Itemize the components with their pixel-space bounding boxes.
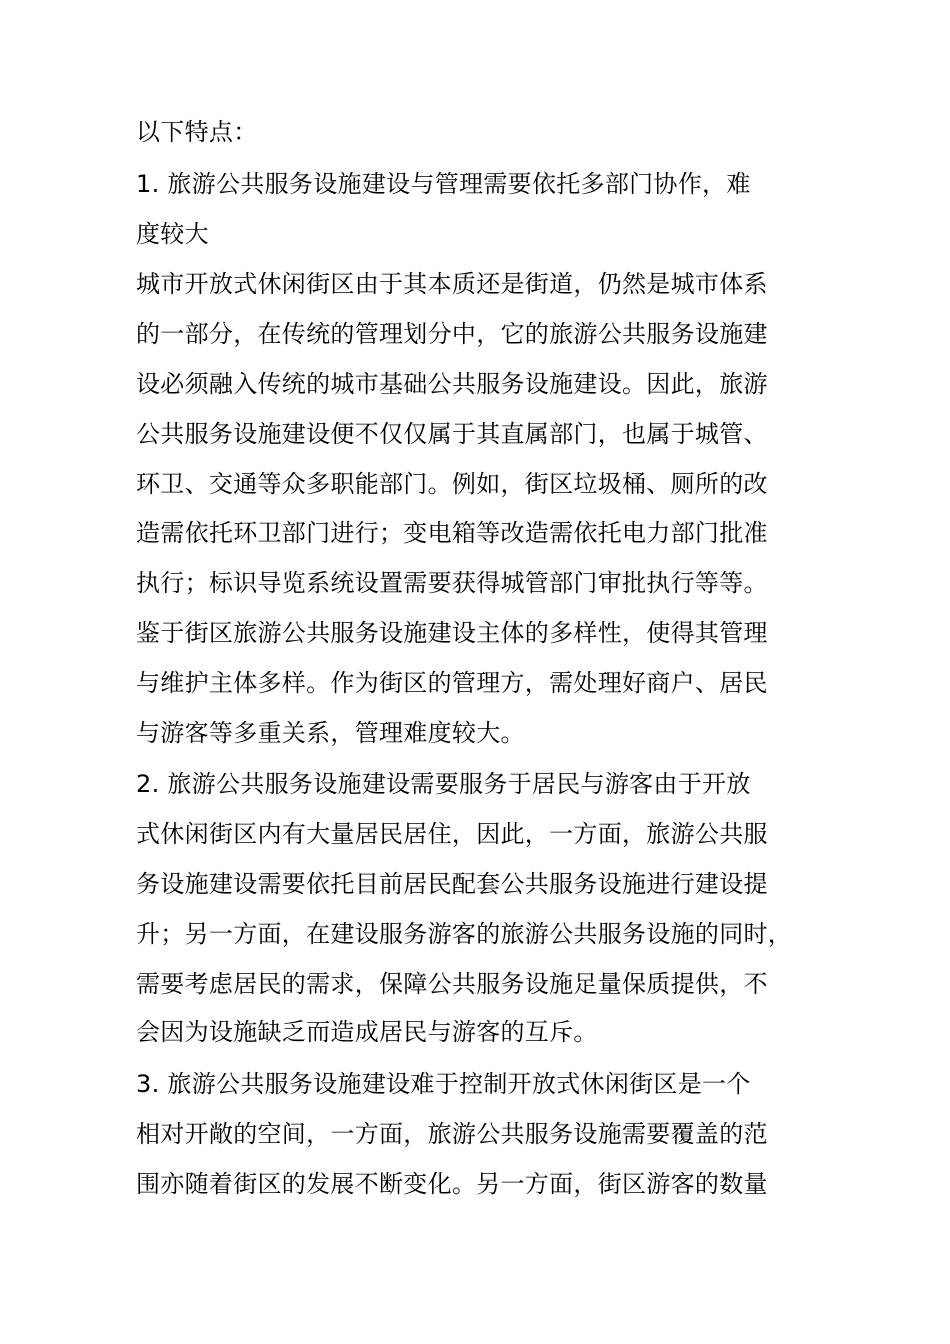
text-line: 城市开放式休闲街区由于其本质还是街道，仍然是城市体系 — [136, 270, 768, 298]
text-line: 务设施建设需要依托目前居民配套公共服务设施进行建设提 — [136, 870, 768, 898]
text-line: 3. 旅游公共服务设施建设难于控制开放式休闲街区是一个 — [136, 1070, 751, 1098]
text-line: 会因为设施缺乏而造成居民与游客的互斥。 — [136, 1018, 598, 1046]
text-line: 需要考虑居民的需求，保障公共服务设施足量保质提供，不 — [136, 970, 768, 998]
text-line: 造需依托环卫部门进行；变电箱等改造需依托电力部门批准 — [136, 519, 768, 547]
text-line: 度较大 — [136, 220, 209, 248]
text-line: 的一部分，在传统的管理划分中，它的旅游公共服务设施建 — [136, 320, 768, 348]
text-line: 公共服务设施建设便不仅仅属于其直属部门，也属于城管、 — [136, 420, 768, 448]
text-line: 与游客等多重关系，管理难度较大。 — [136, 719, 525, 747]
text-line: 2. 旅游公共服务设施建设需要服务于居民与游客由于开放 — [136, 770, 751, 798]
text-line: 围亦随着街区的发展不断变化。另一方面，街区游客的数量 — [136, 1170, 768, 1198]
text-line: 式休闲街区内有大量居民居住，因此，一方面，旅游公共服 — [136, 820, 768, 848]
text-line: 以下特点： — [136, 118, 258, 146]
text-line: 相对开敞的空间，一方面，旅游公共服务设施需要覆盖的范 — [136, 1120, 768, 1148]
text-line: 与维护主体多样。作为街区的管理方，需处理好商户、居民 — [136, 669, 768, 697]
text-line: 1. 旅游公共服务设施建设与管理需要依托多部门协作，难 — [136, 170, 751, 198]
text-line: 升；另一方面，在建设服务游客的旅游公共服务设施的同时， — [136, 920, 793, 948]
text-line: 鉴于街区旅游公共服务设施建设主体的多样性，使得其管理 — [136, 619, 768, 647]
text-line: 环卫、交通等众多职能部门。例如，街区垃圾桶、厕所的改 — [136, 470, 768, 498]
text-line: 执行；标识导览系统设置需要获得城管部门审批执行等等。 — [136, 569, 768, 597]
text-line: 设必须融入传统的城市基础公共服务设施建设。因此，旅游 — [136, 370, 768, 398]
